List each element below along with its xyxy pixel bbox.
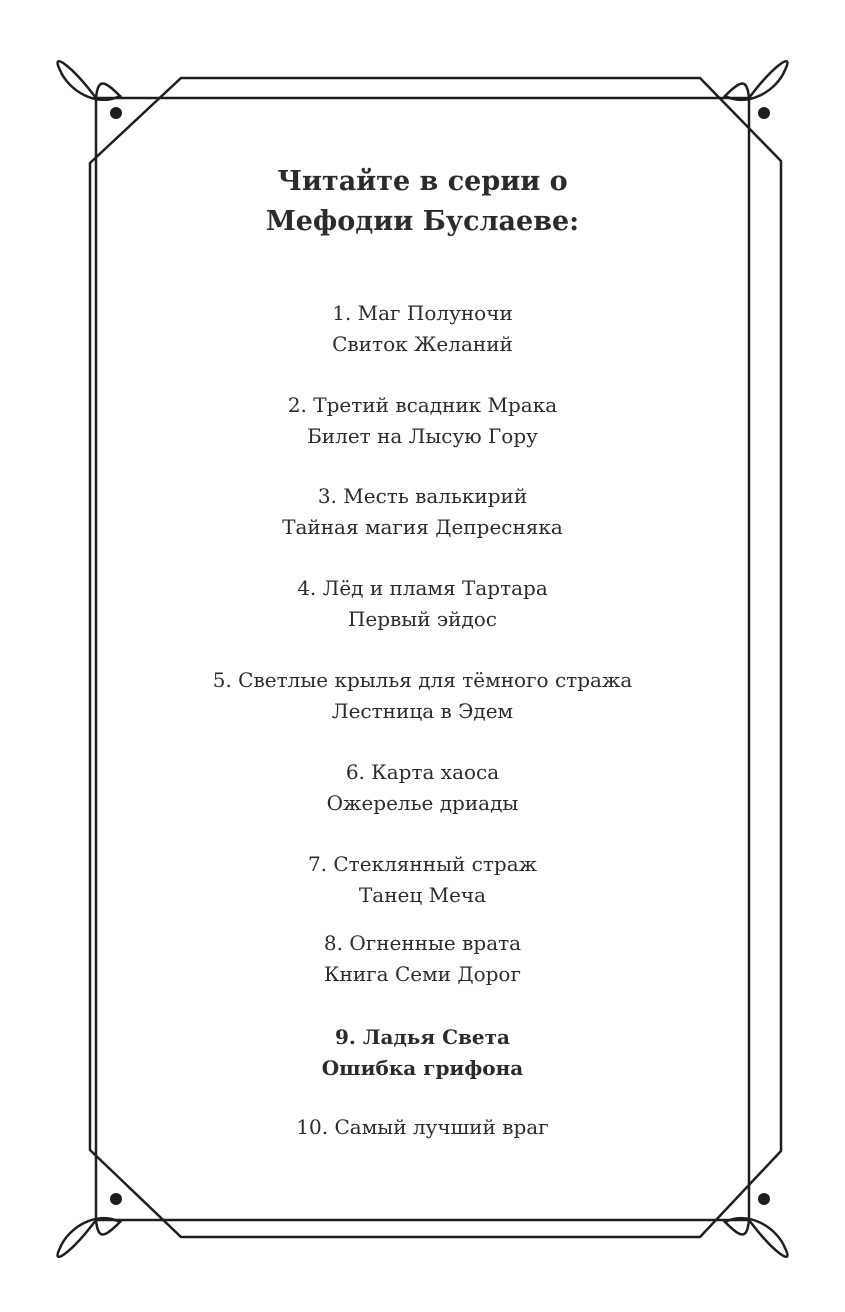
book-title: 6. Карта хаоса (345, 760, 500, 784)
book-title: 7. Стеклянный страж (307, 852, 538, 876)
series-heading (0, 162, 845, 242)
book-title: 9. Ладья Света (334, 1025, 511, 1049)
book-title: 8. Огненные врата (323, 931, 522, 955)
book-subtitle: Ошибка грифона (321, 1056, 524, 1080)
book-subtitle: Билет на Лысую Гору (307, 424, 538, 448)
corner-dot-bottom-right (758, 1193, 770, 1205)
corner-loop-bottom-right (725, 1218, 787, 1257)
book-entry-2 (0, 390, 845, 452)
corner-dot-top-right (758, 107, 770, 119)
corner-dot-bottom-left (110, 1193, 122, 1205)
series-heading-line2: Мефодии Буслаеве: (265, 206, 580, 237)
book-subtitle: Первый эйдос (347, 607, 498, 631)
book-subtitle: Книга Семи Дорог (324, 962, 521, 986)
book-subtitle: Тайная магия Депресняка (282, 515, 563, 539)
book-title: 3. Месть валькирий (317, 484, 528, 508)
book-entry-6 (0, 757, 845, 819)
book-subtitle: Лестница в Эдем (331, 699, 514, 723)
book-entry-9 (0, 1022, 845, 1084)
book-subtitle: Танец Меча (358, 883, 487, 907)
book-entry-7 (0, 849, 845, 911)
book-subtitle: Ожерелье дриады (326, 791, 519, 815)
book-entry-4 (0, 573, 845, 635)
book-entry-5 (0, 665, 845, 727)
corner-dot-top-left (110, 107, 122, 119)
corner-loop-top-left (58, 61, 120, 100)
book-title: 10. Самый лучший враг (296, 1115, 549, 1139)
corner-loop-bottom-left (58, 1218, 120, 1257)
book-entry-1 (0, 298, 845, 360)
book-title: 1. Маг Полуночи (332, 301, 513, 325)
book-title: 4. Лёд и пламя Тартара (297, 576, 548, 600)
corner-loop-top-right (725, 61, 787, 100)
series-heading-line1: Читайте в серии о (277, 166, 568, 197)
book-title: 2. Третий всадник Мрака (287, 393, 558, 417)
book-title: 5. Светлые крылья для тёмного стража (212, 668, 633, 692)
book-entry-10 (0, 1112, 845, 1143)
book-subtitle: Свиток Желаний (332, 332, 513, 356)
book-entry-3 (0, 481, 845, 543)
book-entry-8 (0, 928, 845, 990)
